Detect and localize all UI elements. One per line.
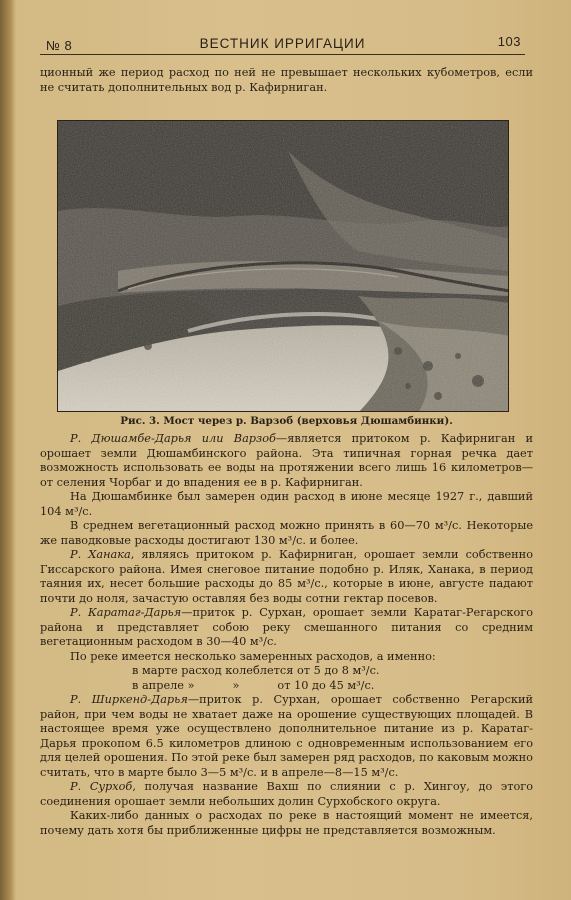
paragraph-surkhob: Р. Сурхоб, получая название Вахш по слиянии с р. Хингоу, до этого соединения орошает земли небольших долин Сурхобского округа.: [40, 780, 534, 808]
paragraph-list-intro: По реке имеется несколько замеренных расходов, а именно:: [70, 649, 436, 663]
bridge-photo: [57, 120, 509, 412]
issue-number: № 8: [46, 38, 73, 53]
article-body: [40, 432, 533, 838]
paragraph-karatag: Р. Каратаг-Дарья—приток р. Сурхан, орошает земли Каратаг-Регарского района и представляет собою реку смешанного питания со средним вегетационным расходом в 30—40 м³/с.: [40, 606, 533, 648]
paragraph-average: В среднем вегетационный расход можно принять в 60—70 м³/с. Некоторые же паводковые расходы достигают 130 м³/с. и более.: [40, 519, 533, 547]
measurement-march: в марте расход колеблется от 5 до 8 м³/с.: [132, 664, 380, 677]
paragraph-varzob: Р. Дюшамбе-Дарья или Варзоб—является притоком р. Кафирниган и орошает земли Дюшамбинского района. Эта типичная горная речка дает возможность использовать ее воды на протяжении всего лишь 16 километров—от селения Чорбаг и до впадения ее в р. Кафирниган.: [40, 432, 533, 489]
journal-title: ВЕСТНИК ИРРИГАЦИИ: [199, 36, 366, 51]
paragraph-khanaka: Р. Ханака, являясь притоком р. Кафирниган, орошает земли собственно Гиссарского района. Имея снеговое питание подобно р. Иляк, Ханака, в период таяния их, несет большие расходы до 85 м³/с., которые в июне, августе падают почти до ноля, зачастую оставляя без воды сотни гектар посевов.: [40, 548, 534, 605]
river-name: Р. Каратаг-Дарья: [70, 606, 182, 619]
river-name: Р. Ханака: [70, 548, 131, 561]
paragraph-measure: На Дюшамбинке был замерен один расход в июне месяце 1927 г., давший 104 м³/с.: [40, 490, 533, 518]
river-name: Р. Ширкенд-Дарья: [70, 693, 188, 706]
measurement-april: в апреле » » от 10 до 45 м³/с.: [132, 678, 375, 692]
river-name: Р. Сурхоб: [70, 780, 133, 793]
intro-text: [40, 66, 533, 95]
river-name: Р. Дюшамбе-Дарья или Варзоб: [70, 432, 276, 445]
intro-paragraph: ционный же период расход по ней не превышает нескольких кубометров, если не считать дополнительных вод р. Кафирниган.: [40, 66, 533, 94]
paragraph-nodata: Каких-либо данных о расходах по реке в настоящий момент не имеется, почему дать хотя бы приближенные цифры не представляется возможным.: [40, 809, 533, 837]
figure-caption: Рис. 3. Мост через р. Варзоб (верховья Дюшамбинки).: [120, 415, 453, 427]
photo-image: [58, 121, 509, 412]
paragraph-shirkend: Р. Ширкенд-Дарья—приток р. Сурхан, орошает собственно Регарский район, при чем воды не хватает даже на орошение существующих площадей. В настоящее время уже осуществлено дополнительное питание из р. Каратаг-Дарья прокопом 6.5 километров длиною с одновременным использованием его для целей орошения. По этой реке был замерен ряд расходов, по каковым можно считать, что в марте было 3—5 м³/с. и в апреле—8—15 м³/с.: [40, 693, 534, 779]
running-header: [40, 32, 525, 55]
page-number: 103: [497, 34, 521, 49]
